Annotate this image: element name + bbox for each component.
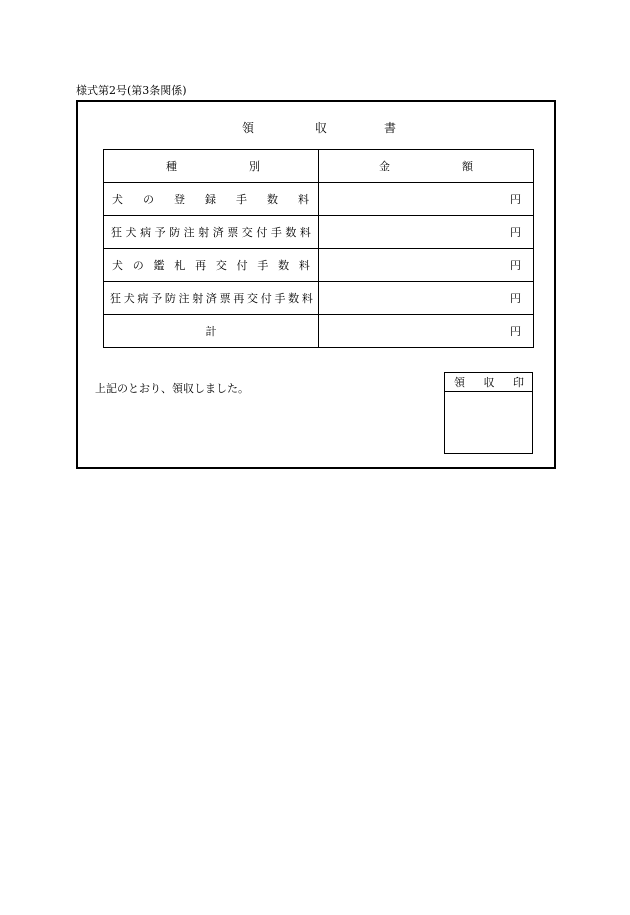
table-row <box>104 249 534 282</box>
fee-kind-cell: 犬 の 登 録 手 数 料 <box>104 183 319 216</box>
table-row <box>104 216 534 249</box>
amount-cell[interactable]: 円 <box>319 216 534 249</box>
title-char: 収 <box>315 121 328 135</box>
table-total-row <box>104 315 534 348</box>
fee-kind-cell: 犬 の 鑑 札 再 交 付 手 数 料 <box>104 249 319 282</box>
table-row <box>104 183 534 216</box>
table-header-row <box>104 150 534 183</box>
form-number-label: 様式第2号(第3条関係) <box>76 84 187 97</box>
header-kind: 種 別 <box>104 150 319 183</box>
receipt-statement: 上記のとおり、領収しました。 <box>95 382 249 395</box>
total-label: 計 <box>104 315 319 348</box>
title-char: 領 <box>242 121 255 135</box>
table-row <box>104 282 534 315</box>
amount-cell[interactable]: 円 <box>319 282 534 315</box>
stamp-header: 領 収 印 <box>445 373 532 392</box>
fee-table <box>103 149 534 348</box>
fee-kind-cell: 狂 犬 病 予 防 注 射 済 票 交 付 手 数 料 <box>104 216 319 249</box>
receipt-stamp-box[interactable] <box>444 372 533 454</box>
amount-cell[interactable]: 円 <box>319 249 534 282</box>
header-amount: 金 額 <box>319 150 534 183</box>
title-char: 書 <box>384 121 397 135</box>
total-amount-cell[interactable]: 円 <box>319 315 534 348</box>
amount-cell[interactable]: 円 <box>319 183 534 216</box>
receipt-form <box>76 100 556 469</box>
fee-kind-cell: 狂 犬 病 予 防 注 射 済 票 再 交 付 手 数 料 <box>104 282 319 315</box>
